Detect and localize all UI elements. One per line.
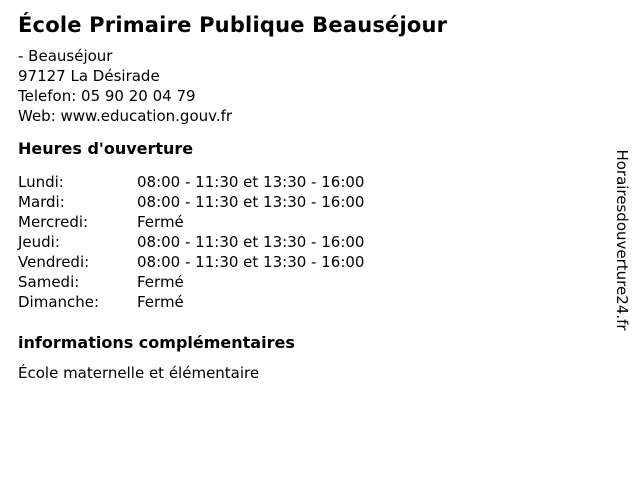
time-value: Fermé — [137, 273, 184, 291]
time-value: Fermé — [137, 213, 184, 231]
hours-row-monday — [18, 172, 594, 192]
page-title: École Primaire Publique Beauséjour — [18, 13, 448, 37]
day-label: Dimanche: — [18, 293, 100, 311]
time-value: 08:00 - 11:30 et 13:30 - 16:00 — [137, 193, 365, 211]
hours-row-saturday — [18, 272, 594, 292]
time-value: 08:00 - 11:30 et 13:30 - 16:00 — [137, 233, 365, 251]
day-label: Mercredi: — [18, 213, 89, 231]
hours-row-tuesday — [18, 192, 594, 212]
extra-info-heading: informations complémentaires — [18, 333, 295, 352]
time-value: 08:00 - 11:30 et 13:30 - 16:00 — [137, 173, 365, 191]
hours-row-friday — [18, 252, 594, 272]
phone-text: Telefon: 05 90 20 04 79 — [18, 87, 196, 105]
hours-row-wednesday — [18, 212, 594, 232]
day-label: Lundi: — [18, 173, 64, 191]
extra-info-text: École maternelle et élémentaire — [18, 364, 260, 382]
time-value: Fermé — [137, 293, 184, 311]
hours-row-sunday — [18, 292, 594, 312]
time-value: 08:00 - 11:30 et 13:30 - 16:00 — [137, 253, 365, 271]
address-block — [18, 46, 594, 126]
day-label: Jeudi: — [18, 233, 60, 251]
day-label: Vendredi: — [18, 253, 90, 271]
hours-table — [18, 172, 594, 312]
hours-row-thursday — [18, 232, 594, 252]
site-watermark: Horairesdouverture24.fr — [613, 149, 631, 331]
address-line-locality: - Beauséjour — [18, 47, 113, 65]
day-label: Samedi: — [18, 273, 80, 291]
address-line-city: 97127 La Désirade — [18, 67, 160, 85]
website-text: Web: www.education.gouv.fr — [18, 107, 233, 125]
day-label: Mardi: — [18, 193, 65, 211]
hours-heading: Heures d'ouverture — [18, 139, 194, 158]
